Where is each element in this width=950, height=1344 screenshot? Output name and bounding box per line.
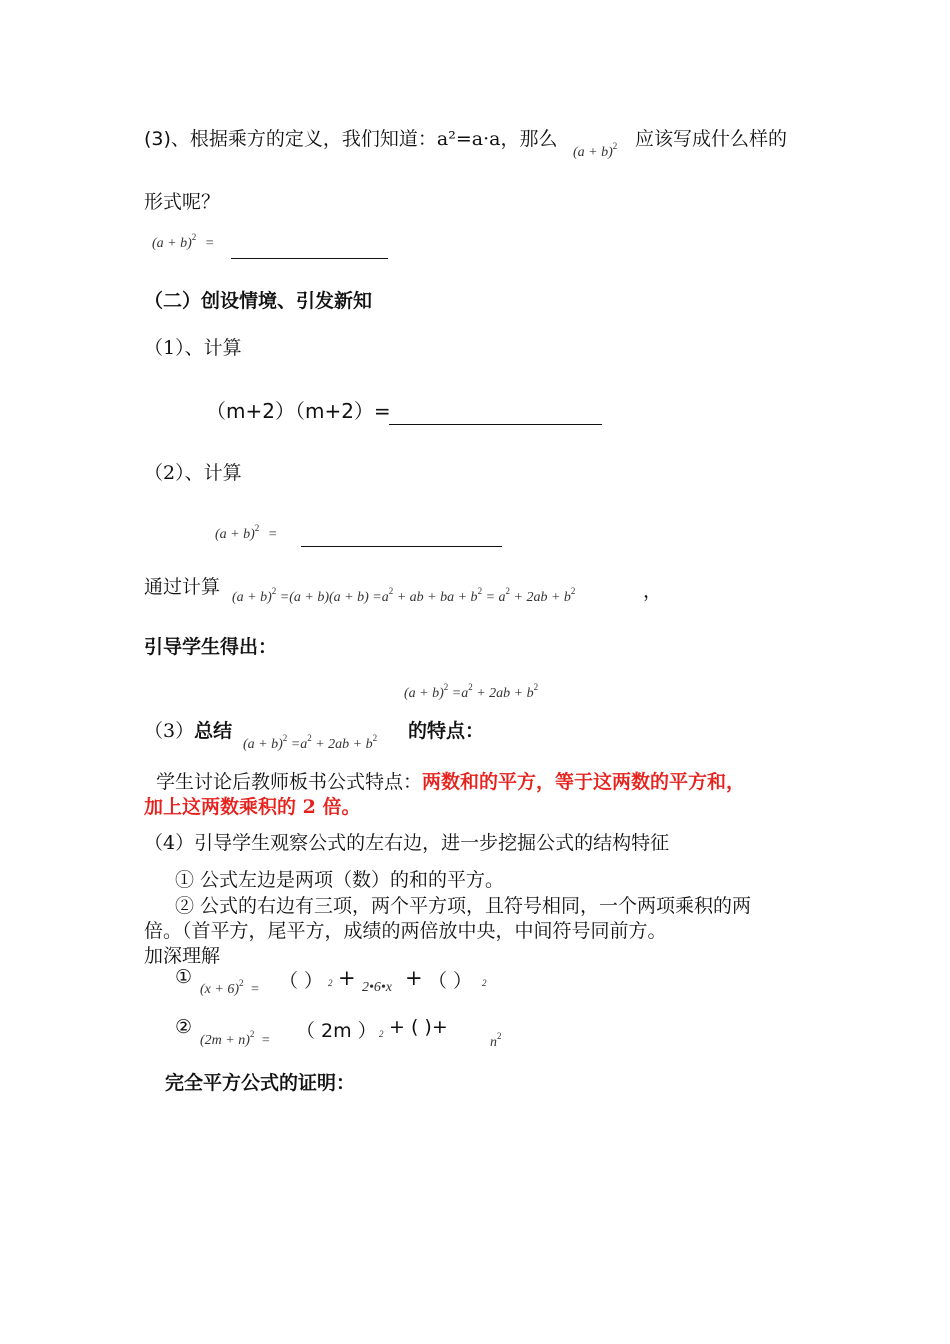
q3-answer-blank xyxy=(231,258,388,259)
exercise-1-marker: ① xyxy=(175,966,193,988)
exercise-1-plus-1: + xyxy=(338,966,356,990)
discussion-highlight-1: 两数和的平方，等于这两数的平方和， xyxy=(422,771,746,793)
exercise-2-part-a: （ 2m ） xyxy=(296,1020,377,1042)
exercise-1-plus-2: + xyxy=(405,966,423,990)
calc-lead: 通过计算 xyxy=(144,576,221,598)
discussion-highlight-2: 加上这两数乘积的 2 倍。 xyxy=(144,796,361,818)
guide-formula: $(a + b)^2 =a^2 + 2ab + b^2$ xyxy=(404,682,539,701)
summary-formula: $(a + b)^2 =a^2 + 2ab + b^2$ xyxy=(243,733,378,752)
step2-answer-blank xyxy=(301,546,502,547)
q3-text-b: 应该写成什么样的 xyxy=(635,128,788,150)
exercise-1-sup-a: 2 xyxy=(328,978,333,988)
exercise-2-last: $n^2$ xyxy=(490,1031,502,1050)
step4-point-1: ① 公式左边是两项（数）的和的平方。 xyxy=(175,869,505,891)
exercise-1-lhs: $(x + 6)^2$ = xyxy=(200,978,259,997)
step4-label: （4）引导学生观察公式的左右边，进一步挖掘公式的结构特征 xyxy=(144,832,670,854)
q3-line-1 xyxy=(144,124,557,151)
q3-number: (3) xyxy=(144,128,171,150)
proof-title: 完全平方公式的证明： xyxy=(165,1072,356,1094)
deepen-label: 加深理解 xyxy=(144,945,221,967)
step2-expression: $(a + b)^2$ = xyxy=(215,523,277,542)
discussion-line-1 xyxy=(156,767,745,794)
exercise-1-blank-a: （ ） xyxy=(279,970,324,992)
summary-tail: 的特点： xyxy=(408,720,485,742)
exercise-2-part-b: + ( )+ xyxy=(389,1016,448,1038)
section-title: （二）创设情境、引发新知 xyxy=(144,290,373,312)
exercise-2-lhs: $(2m + n)^2$ = xyxy=(200,1029,270,1048)
summary-line xyxy=(144,716,232,743)
exercise-1-blank-b: （ ） xyxy=(428,970,473,992)
q3-equation: $(a + b)^2$ = xyxy=(152,232,214,251)
step1-expression: （m+2）（m+2）= xyxy=(206,399,391,423)
exercise-1-sup-b: 2 xyxy=(482,978,487,988)
q3-line-2: 形式呢？ xyxy=(144,191,221,213)
summary-number: （3） xyxy=(144,720,195,742)
step4-point-2b: 倍。（首平方，尾平方，成绩的两倍放中央，中间符号同前方。 xyxy=(144,920,667,942)
exercise-1-middle: 2•6•x xyxy=(362,980,393,995)
q3-inline-expr: $(a + b)^2$ xyxy=(573,141,618,160)
q3-text-a: 、根据乘方的定义，我们知道：a²=a·a，那么 xyxy=(170,128,558,150)
summary-lead: 总结 xyxy=(194,720,233,742)
exercise-2-sup-a: 2 xyxy=(379,1029,384,1039)
guide-label: 引导学生得出： xyxy=(144,636,278,658)
discussion-prefix: 学生讨论后教师板书公式特点： xyxy=(156,771,423,793)
step2-label: （2）、计算 xyxy=(144,462,242,484)
calc-formula: $(a + b)^2 =(a + b)(a + b) =a^2$ + ab + ba + $b^2 = a^2 + 2ab + b^2$ xyxy=(232,586,576,605)
step1-answer-blank xyxy=(389,424,602,425)
step4-point-2a: ② 公式的右边有三项，两个平方项，且符号相同，一个两项乘积的两 xyxy=(175,895,752,917)
calc-trailing: ， xyxy=(643,580,663,602)
step1-label: （1）、计算 xyxy=(144,337,242,359)
exercise-2-marker: ② xyxy=(175,1016,193,1038)
